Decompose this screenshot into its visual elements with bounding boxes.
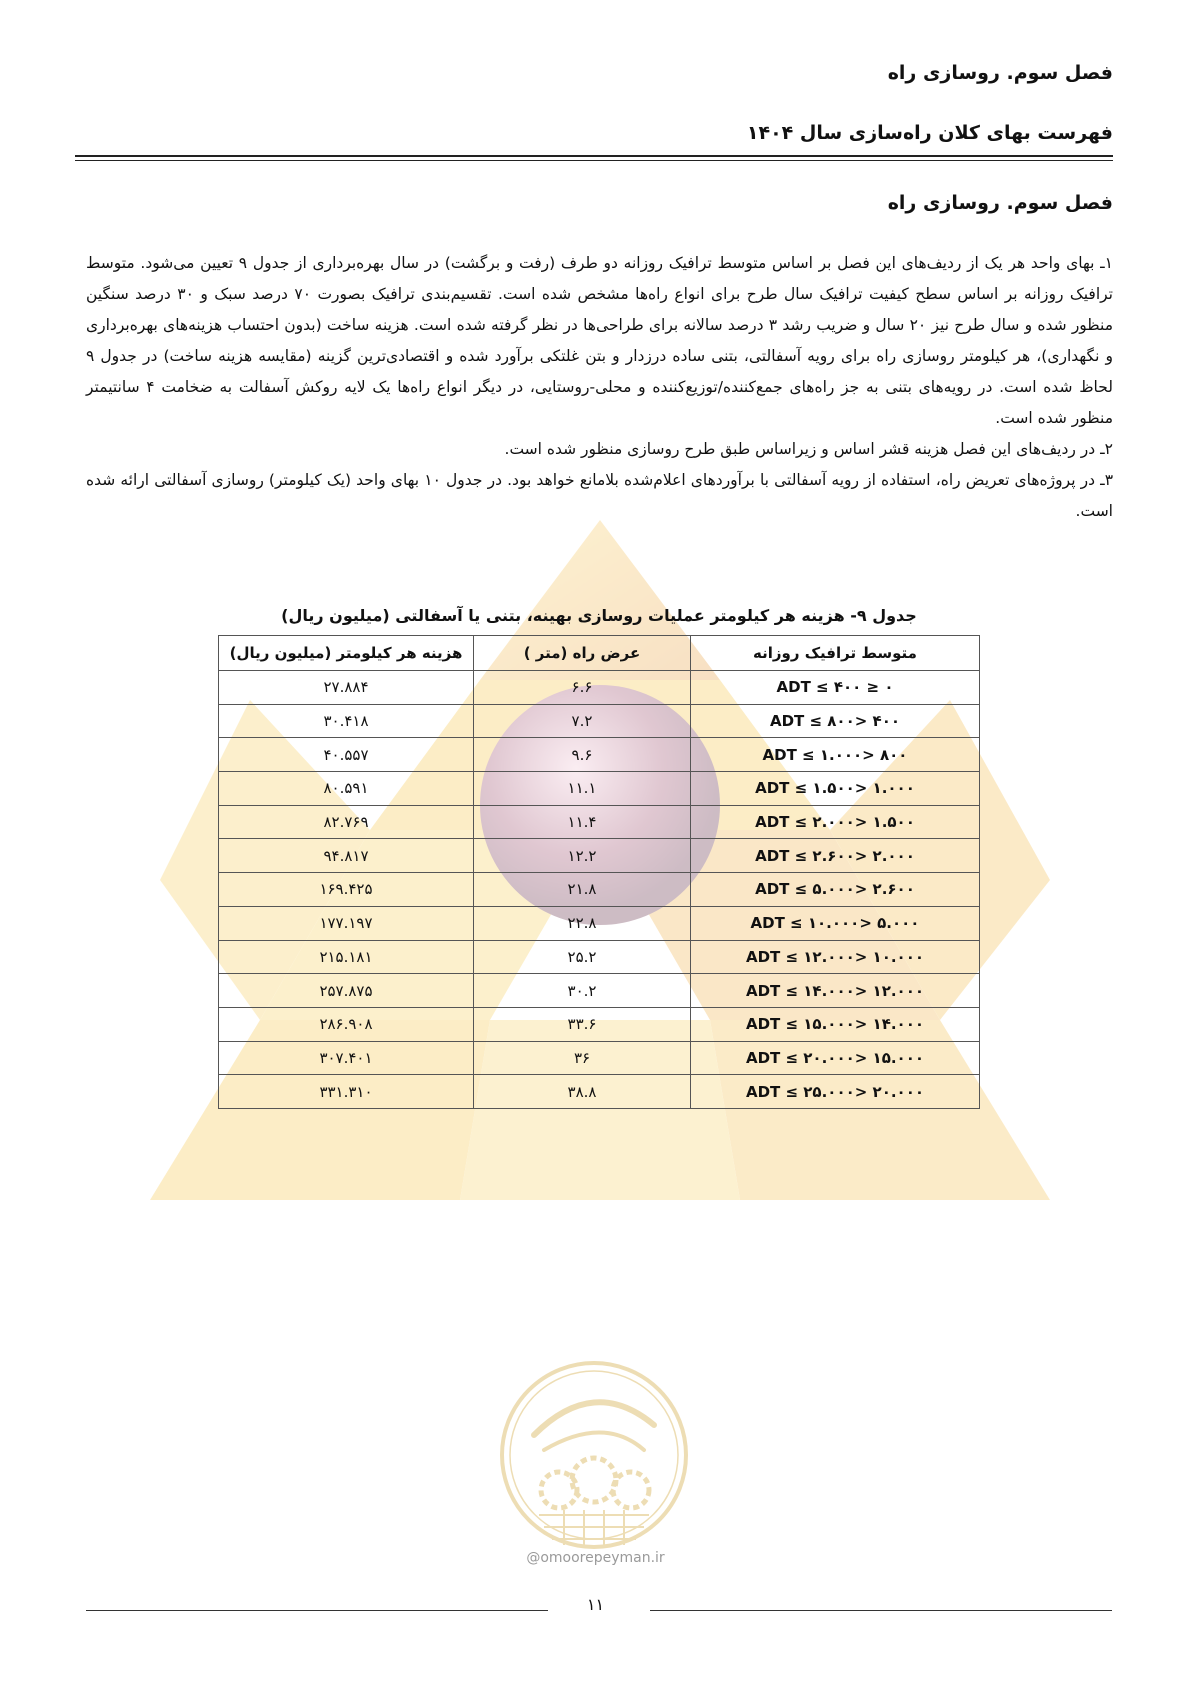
- cell-width: ۳۳.۶: [474, 1007, 691, 1041]
- cell-cost: ۸۲.۷۶۹: [219, 805, 474, 839]
- cell-width: ۹.۶: [474, 738, 691, 772]
- header-document-title: فهرست بهای کلان راه‌سازی سال ۱۴۰۴: [746, 122, 1113, 144]
- section-title: فصل سوم. روسازی راه: [887, 192, 1113, 214]
- table-row: [219, 704, 980, 738]
- cell-width: ۱۱.۱: [474, 772, 691, 806]
- cell-adt: ۲.۶۰۰ <ADT ≤ ۵.۰۰۰: [691, 873, 980, 907]
- header-width: عرض راه (متر ): [474, 636, 691, 671]
- table-row: [219, 974, 980, 1008]
- cell-cost: ۳۰.۴۱۸: [219, 704, 474, 738]
- table-row: [219, 1007, 980, 1041]
- table-row: [219, 671, 980, 705]
- cell-width: ۳۸.۸: [474, 1075, 691, 1109]
- cell-width: ۶.۶: [474, 671, 691, 705]
- table-row: [219, 738, 980, 772]
- table-caption: جدول ۹- هزینه هر کیلومتر عملیات روسازی بهینه، بتنی یا آسفالتی (میلیون ریال): [281, 606, 917, 625]
- cell-adt: ۱۴.۰۰۰ <ADT ≤ ۱۵.۰۰۰: [691, 1007, 980, 1041]
- table-row: [219, 1075, 980, 1109]
- table-row: [219, 940, 980, 974]
- cell-width: ۷.۲: [474, 704, 691, 738]
- cell-adt: ۸۰۰ <ADT ≤ ۱.۰۰۰: [691, 738, 980, 772]
- table-row: [219, 873, 980, 907]
- cell-cost: ۳۳۱.۳۱۰: [219, 1075, 474, 1109]
- cell-cost: ۱۶۹.۴۲۵: [219, 873, 474, 907]
- cell-cost: ۲۷.۸۸۴: [219, 671, 474, 705]
- cell-width: ۱۲.۲: [474, 839, 691, 873]
- page-number: ۱۱: [586, 1595, 605, 1614]
- cell-width: ۱۱.۴: [474, 805, 691, 839]
- header-rule-thick: [75, 155, 1113, 157]
- cell-width: ۳۰.۲: [474, 974, 691, 1008]
- cell-adt: ۱۲.۰۰۰ <ADT ≤ ۱۴.۰۰۰: [691, 974, 980, 1008]
- table-header-row: [219, 636, 980, 671]
- cell-adt: ۱.۵۰۰ <ADT ≤ ۲.۰۰۰: [691, 805, 980, 839]
- cell-adt: ۲۰.۰۰۰ <ADT ≤ ۲۵.۰۰۰: [691, 1075, 980, 1109]
- paragraph-1: ۱ـ بهای واحد هر یک از ردیف‌های این فصل بر اساس متوسط ترافیک روزانه دو طرف (رفت و برگشت) در سال بهره‌برداری از جدول ۹ تعیین می‌شود. متوسط ترافیک روزانه بر اساس سطح کیفیت ترافیک سال طرح برای انواع راه‌ها مشخص شده است. تقسیم‌بندی ترافیک بصورت ۷۰ درصد سبک و ۳۰ درصد سنگین منظور شده و سال طرح نیز ۲۰ سال و ضریب رشد ۳ درصد سالانه برای طراحی‌ها در نظر گرفته شده است. هزینه ساخت (بدون احتساب هزینه‌های بهره‌برداری و نگهداری)، هر کیلومتر روسازی راه برای رویه آسفالتی، بتنی ساده درزدار و بتن غلتکی برآورد شده و اقتصادی‌ترین گزینه (مقایسه هزینه ساخت) در جدول ۹ لحاظ شده است. در رویه‌های بتنی به جز راه‌های جمع‌کننده/توزیع‌کننده و محلی-روستایی، در دیگر انواع راه‌ها یک لایه روکش آسفالت به ضخامت ۴ سانتیمتر منظور شده است.: [86, 254, 1114, 427]
- publisher-logo: [494, 1355, 694, 1570]
- logo-url: @omoorepeyman.ir: [526, 1550, 665, 1566]
- paragraph-2: ۲ـ در ردیف‌های این فصل هزینه قشر اساس و زیراساس طبق طرح روسازی منظور شده است.: [504, 440, 1113, 458]
- cell-cost: ۴۰.۵۵۷: [219, 738, 474, 772]
- cell-cost: ۲۱۵.۱۸۱: [219, 940, 474, 974]
- cell-adt: ۱۵.۰۰۰ <ADT ≤ ۲۰.۰۰۰: [691, 1041, 980, 1075]
- body-text: [86, 248, 1113, 527]
- cell-cost: ۲۵۷.۸۷۵: [219, 974, 474, 1008]
- header-rule-thin: [75, 160, 1113, 161]
- cell-width: ۲۲.۸: [474, 906, 691, 940]
- cell-cost: ۱۷۷.۱۹۷: [219, 906, 474, 940]
- cell-adt: ۱۰.۰۰۰ <ADT ≤ ۱۲.۰۰۰: [691, 940, 980, 974]
- cell-cost: ۹۴.۸۱۷: [219, 839, 474, 873]
- cell-adt: ۱.۰۰۰ <ADT ≤ ۱.۵۰۰: [691, 772, 980, 806]
- header-adt: متوسط ترافیک روزانه: [691, 636, 980, 671]
- table-row: [219, 1041, 980, 1075]
- cell-width: ۲۱.۸: [474, 873, 691, 907]
- cell-cost: ۳۰۷.۴۰۱: [219, 1041, 474, 1075]
- cell-width: ۳۶: [474, 1041, 691, 1075]
- paragraph-3: ۳ـ در پروژه‌های تعریض راه، استفاده از رویه آسفالتی با برآوردهای اعلام‌شده بلامانع خواهد بود. در جدول ۱۰ بهای واحد (یک کیلومتر) روسازی آسفالتی ارائه شده است.: [86, 471, 1114, 520]
- cell-width: ۲۵.۲: [474, 940, 691, 974]
- table-row: [219, 906, 980, 940]
- table-row: [219, 805, 980, 839]
- table-row: [219, 772, 980, 806]
- cell-adt: ۴۰۰ <ADT ≤ ۸۰۰: [691, 704, 980, 738]
- cell-adt: ۰ ≤ ADT ≤ ۴۰۰: [691, 671, 980, 705]
- cell-cost: ۸۰.۵۹۱: [219, 772, 474, 806]
- cost-table: [218, 635, 980, 1109]
- cell-cost: ۲۸۶.۹۰۸: [219, 1007, 474, 1041]
- header-chapter: فصل سوم. روسازی راه: [887, 62, 1113, 84]
- header-cost: هزینه هر کیلومتر (میلیون ریال): [219, 636, 474, 671]
- cell-adt: ۲.۰۰۰ <ADT ≤ ۲.۶۰۰: [691, 839, 980, 873]
- cell-adt: ۵.۰۰۰ <ADT ≤ ۱۰.۰۰۰: [691, 906, 980, 940]
- table-row: [219, 839, 980, 873]
